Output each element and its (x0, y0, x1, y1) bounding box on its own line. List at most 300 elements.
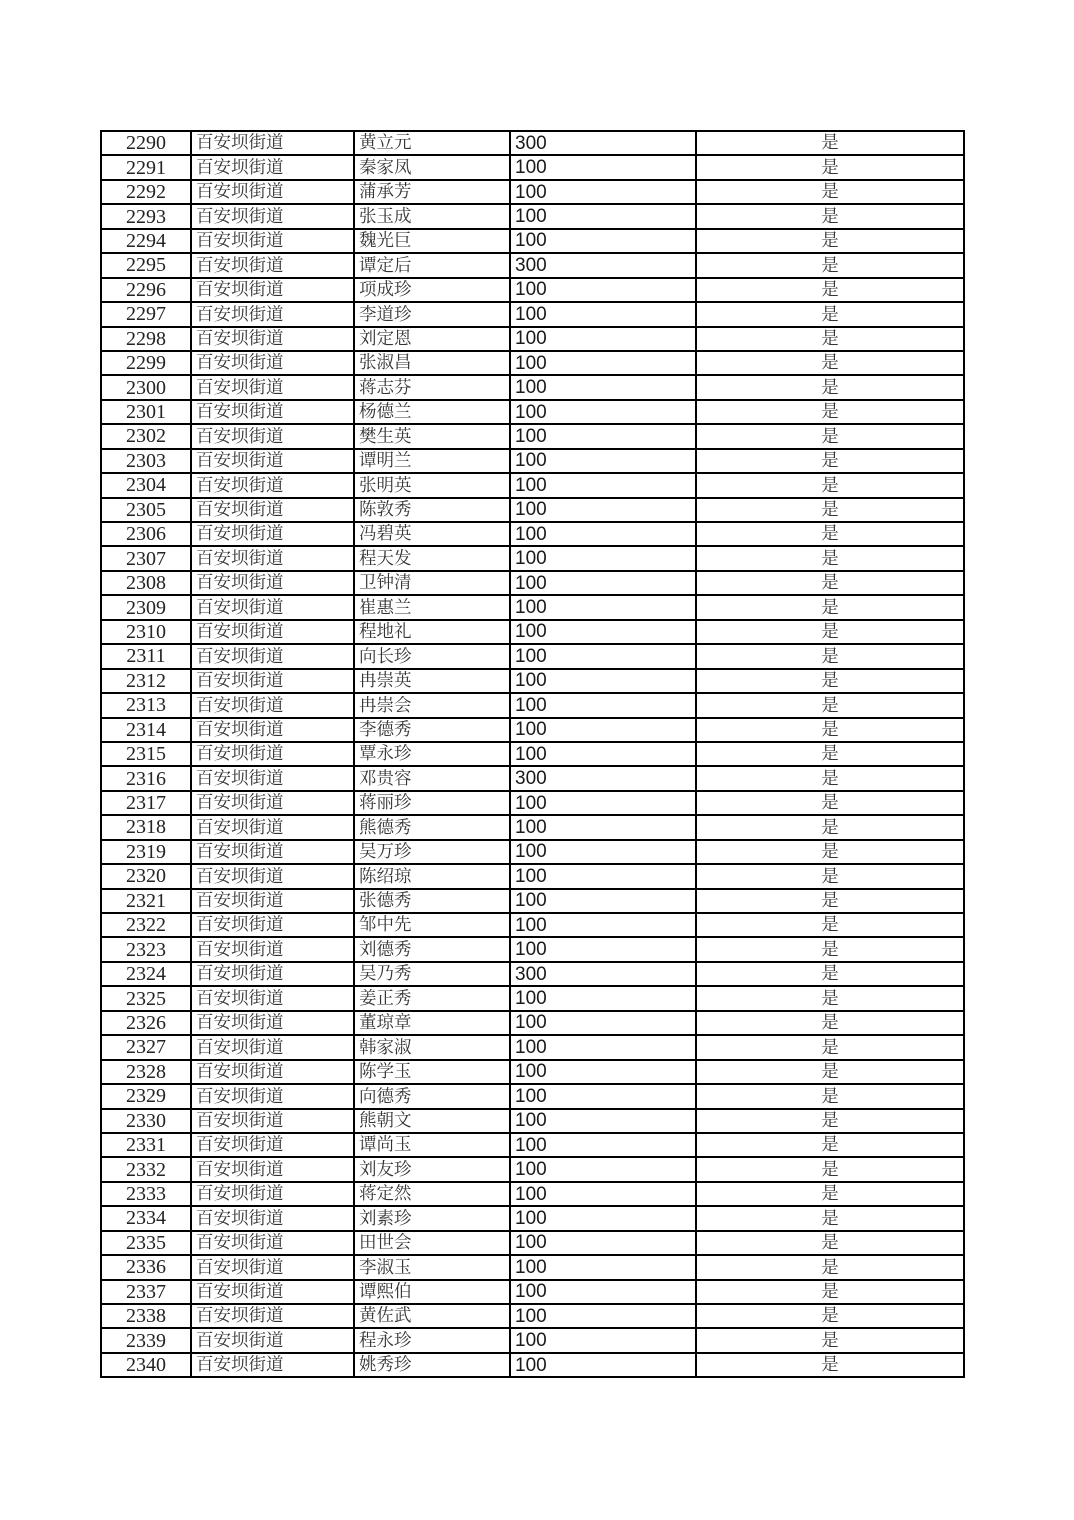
table-row (101, 1255, 964, 1279)
cell-index: 2305 (101, 498, 191, 522)
cell-flag: 是 (696, 1206, 964, 1230)
cell-district: 百安坝街道 (191, 1011, 354, 1035)
cell-amount: 300 (510, 253, 696, 277)
cell-index: 2297 (101, 302, 191, 326)
cell-index: 2316 (101, 766, 191, 790)
cell-name: 熊朝文 (354, 1109, 510, 1133)
cell-index: 2293 (101, 204, 191, 228)
cell-flag: 是 (696, 131, 964, 155)
table-row (101, 1353, 964, 1377)
cell-district: 百安坝街道 (191, 986, 354, 1010)
cell-name: 张明英 (354, 473, 510, 497)
cell-amount: 100 (510, 400, 696, 424)
cell-amount: 100 (510, 1304, 696, 1328)
cell-name: 蒋定然 (354, 1182, 510, 1206)
cell-name: 杨德兰 (354, 400, 510, 424)
cell-flag: 是 (696, 1328, 964, 1352)
cell-amount: 100 (510, 155, 696, 179)
cell-amount: 100 (510, 473, 696, 497)
cell-index: 2300 (101, 375, 191, 399)
cell-amount: 100 (510, 620, 696, 644)
cell-flag: 是 (696, 1304, 964, 1328)
cell-name: 谭尚玉 (354, 1133, 510, 1157)
cell-name: 张淑昌 (354, 351, 510, 375)
table-row (101, 204, 964, 228)
cell-flag: 是 (696, 1280, 964, 1304)
cell-name: 吴万珍 (354, 840, 510, 864)
table-row (101, 815, 964, 839)
cell-flag: 是 (696, 791, 964, 815)
table-row (101, 1060, 964, 1084)
cell-flag: 是 (696, 375, 964, 399)
cell-amount: 100 (510, 864, 696, 888)
cell-flag: 是 (696, 204, 964, 228)
cell-amount: 100 (510, 449, 696, 473)
cell-flag: 是 (696, 229, 964, 253)
cell-index: 2317 (101, 791, 191, 815)
cell-district: 百安坝街道 (191, 742, 354, 766)
cell-name: 魏光巨 (354, 229, 510, 253)
table-body (101, 131, 964, 1377)
cell-index: 2299 (101, 351, 191, 375)
cell-flag: 是 (696, 889, 964, 913)
cell-district: 百安坝街道 (191, 1231, 354, 1255)
cell-district: 百安坝街道 (191, 327, 354, 351)
cell-name: 蒋丽珍 (354, 791, 510, 815)
cell-district: 百安坝街道 (191, 400, 354, 424)
cell-flag: 是 (696, 449, 964, 473)
cell-index: 2311 (101, 644, 191, 668)
cell-name: 黄立元 (354, 131, 510, 155)
cell-amount: 100 (510, 1328, 696, 1352)
cell-index: 2309 (101, 595, 191, 619)
table-row (101, 1035, 964, 1059)
cell-flag: 是 (696, 327, 964, 351)
cell-flag: 是 (696, 864, 964, 888)
cell-district: 百安坝街道 (191, 791, 354, 815)
table-row (101, 1157, 964, 1181)
cell-district: 百安坝街道 (191, 1084, 354, 1108)
cell-amount: 300 (510, 962, 696, 986)
cell-flag: 是 (696, 595, 964, 619)
cell-name: 邓贵容 (354, 766, 510, 790)
cell-index: 2328 (101, 1060, 191, 1084)
cell-name: 刘素珍 (354, 1206, 510, 1230)
cell-name: 董琼章 (354, 1011, 510, 1035)
table-row (101, 522, 964, 546)
cell-index: 2292 (101, 180, 191, 204)
table-row (101, 595, 964, 619)
cell-index: 2327 (101, 1035, 191, 1059)
cell-district: 百安坝街道 (191, 204, 354, 228)
cell-flag: 是 (696, 1255, 964, 1279)
cell-name: 刘友珍 (354, 1157, 510, 1181)
cell-district: 百安坝街道 (191, 1109, 354, 1133)
cell-flag: 是 (696, 473, 964, 497)
cell-flag: 是 (696, 1035, 964, 1059)
table-row (101, 327, 964, 351)
cell-index: 2291 (101, 155, 191, 179)
cell-flag: 是 (696, 669, 964, 693)
cell-index: 2331 (101, 1133, 191, 1157)
cell-name: 刘德秀 (354, 937, 510, 961)
cell-index: 2339 (101, 1328, 191, 1352)
cell-district: 百安坝街道 (191, 473, 354, 497)
cell-flag: 是 (696, 302, 964, 326)
table-row (101, 1133, 964, 1157)
cell-amount: 100 (510, 571, 696, 595)
cell-name: 樊生英 (354, 424, 510, 448)
cell-district: 百安坝街道 (191, 155, 354, 179)
cell-flag: 是 (696, 815, 964, 839)
cell-name: 程地礼 (354, 620, 510, 644)
cell-name: 张玉成 (354, 204, 510, 228)
cell-amount: 100 (510, 669, 696, 693)
cell-index: 2302 (101, 424, 191, 448)
cell-district: 百安坝街道 (191, 302, 354, 326)
cell-index: 2298 (101, 327, 191, 351)
cell-flag: 是 (696, 937, 964, 961)
cell-index: 2320 (101, 864, 191, 888)
cell-amount: 100 (510, 278, 696, 302)
cell-district: 百安坝街道 (191, 424, 354, 448)
cell-amount: 100 (510, 375, 696, 399)
table-row (101, 937, 964, 961)
cell-flag: 是 (696, 571, 964, 595)
cell-flag: 是 (696, 351, 964, 375)
table-row (101, 913, 964, 937)
cell-name: 吴乃秀 (354, 962, 510, 986)
cell-district: 百安坝街道 (191, 1304, 354, 1328)
cell-district: 百安坝街道 (191, 840, 354, 864)
cell-index: 2326 (101, 1011, 191, 1035)
cell-index: 2329 (101, 1084, 191, 1108)
cell-district: 百安坝街道 (191, 718, 354, 742)
cell-name: 陈绍琼 (354, 864, 510, 888)
cell-name: 蒲承芳 (354, 180, 510, 204)
cell-flag: 是 (696, 546, 964, 570)
cell-index: 2303 (101, 449, 191, 473)
cell-flag: 是 (696, 644, 964, 668)
cell-index: 2330 (101, 1109, 191, 1133)
cell-amount: 100 (510, 693, 696, 717)
cell-amount: 100 (510, 546, 696, 570)
table-row (101, 1231, 964, 1255)
table-row (101, 278, 964, 302)
cell-district: 百安坝街道 (191, 864, 354, 888)
cell-index: 2332 (101, 1157, 191, 1181)
table-row (101, 253, 964, 277)
cell-flag: 是 (696, 962, 964, 986)
cell-amount: 100 (510, 1206, 696, 1230)
cell-district: 百安坝街道 (191, 693, 354, 717)
cell-index: 2318 (101, 815, 191, 839)
table-row (101, 449, 964, 473)
table-row (101, 1084, 964, 1108)
cell-amount: 100 (510, 1231, 696, 1255)
cell-index: 2325 (101, 986, 191, 1010)
cell-name: 项成珍 (354, 278, 510, 302)
cell-amount: 100 (510, 937, 696, 961)
cell-district: 百安坝街道 (191, 253, 354, 277)
cell-name: 姜正秀 (354, 986, 510, 1010)
cell-amount: 100 (510, 644, 696, 668)
table-row (101, 302, 964, 326)
cell-district: 百安坝街道 (191, 913, 354, 937)
cell-name: 黄佐武 (354, 1304, 510, 1328)
cell-flag: 是 (696, 766, 964, 790)
cell-amount: 100 (510, 1011, 696, 1035)
cell-name: 张德秀 (354, 889, 510, 913)
table-row (101, 693, 964, 717)
table-row (101, 571, 964, 595)
cell-flag: 是 (696, 180, 964, 204)
table-row (101, 180, 964, 204)
cell-flag: 是 (696, 1133, 964, 1157)
table-row (101, 766, 964, 790)
table-row (101, 644, 964, 668)
cell-amount: 100 (510, 742, 696, 766)
cell-district: 百安坝街道 (191, 571, 354, 595)
cell-flag: 是 (696, 986, 964, 1010)
cell-district: 百安坝街道 (191, 1353, 354, 1377)
table-row (101, 620, 964, 644)
cell-name: 冉崇英 (354, 669, 510, 693)
cell-amount: 100 (510, 498, 696, 522)
cell-amount: 100 (510, 1255, 696, 1279)
cell-amount: 100 (510, 913, 696, 937)
cell-index: 2337 (101, 1280, 191, 1304)
table-row (101, 986, 964, 1010)
table-row (101, 1280, 964, 1304)
cell-name: 邹中先 (354, 913, 510, 937)
cell-name: 程天发 (354, 546, 510, 570)
cell-flag: 是 (696, 155, 964, 179)
table-row (101, 155, 964, 179)
cell-index: 2313 (101, 693, 191, 717)
cell-index: 2301 (101, 400, 191, 424)
cell-flag: 是 (696, 1182, 964, 1206)
cell-index: 2322 (101, 913, 191, 937)
cell-name: 卫钟清 (354, 571, 510, 595)
cell-index: 2294 (101, 229, 191, 253)
cell-index: 2324 (101, 962, 191, 986)
cell-amount: 100 (510, 351, 696, 375)
cell-district: 百安坝街道 (191, 644, 354, 668)
table-row (101, 351, 964, 375)
cell-name: 秦家凤 (354, 155, 510, 179)
cell-flag: 是 (696, 1109, 964, 1133)
cell-district: 百安坝街道 (191, 1060, 354, 1084)
table-row (101, 889, 964, 913)
table-row (101, 840, 964, 864)
cell-district: 百安坝街道 (191, 180, 354, 204)
cell-flag: 是 (696, 620, 964, 644)
cell-district: 百安坝街道 (191, 1133, 354, 1157)
cell-district: 百安坝街道 (191, 815, 354, 839)
cell-district: 百安坝街道 (191, 1206, 354, 1230)
table-row (101, 375, 964, 399)
cell-amount: 100 (510, 229, 696, 253)
cell-flag: 是 (696, 253, 964, 277)
cell-index: 2334 (101, 1206, 191, 1230)
cell-amount: 100 (510, 1280, 696, 1304)
cell-flag: 是 (696, 1011, 964, 1035)
table-row (101, 424, 964, 448)
cell-district: 百安坝街道 (191, 1255, 354, 1279)
cell-name: 向德秀 (354, 1084, 510, 1108)
table-row (101, 400, 964, 424)
cell-district: 百安坝街道 (191, 522, 354, 546)
cell-name: 田世会 (354, 1231, 510, 1255)
table-row (101, 791, 964, 815)
cell-amount: 300 (510, 131, 696, 155)
cell-district: 百安坝街道 (191, 1328, 354, 1352)
cell-index: 2310 (101, 620, 191, 644)
cell-index: 2335 (101, 1231, 191, 1255)
cell-amount: 100 (510, 180, 696, 204)
table-row (101, 1182, 964, 1206)
cell-district: 百安坝街道 (191, 351, 354, 375)
cell-index: 2295 (101, 253, 191, 277)
cell-amount: 100 (510, 1084, 696, 1108)
cell-district: 百安坝街道 (191, 889, 354, 913)
cell-district: 百安坝街道 (191, 375, 354, 399)
table-row (101, 546, 964, 570)
cell-district: 百安坝街道 (191, 595, 354, 619)
cell-flag: 是 (696, 400, 964, 424)
cell-index: 2308 (101, 571, 191, 595)
cell-name: 李道珍 (354, 302, 510, 326)
cell-name: 冉崇会 (354, 693, 510, 717)
cell-district: 百安坝街道 (191, 1182, 354, 1206)
cell-index: 2321 (101, 889, 191, 913)
cell-amount: 100 (510, 302, 696, 326)
cell-name: 程永珍 (354, 1328, 510, 1352)
cell-index: 2304 (101, 473, 191, 497)
cell-index: 2290 (101, 131, 191, 155)
cell-amount: 100 (510, 815, 696, 839)
cell-index: 2312 (101, 669, 191, 693)
table-row (101, 864, 964, 888)
subsidy-table (100, 130, 965, 1378)
cell-flag: 是 (696, 1353, 964, 1377)
cell-flag: 是 (696, 1084, 964, 1108)
cell-index: 2307 (101, 546, 191, 570)
table-row (101, 1328, 964, 1352)
cell-name: 陈学玉 (354, 1060, 510, 1084)
cell-district: 百安坝街道 (191, 937, 354, 961)
cell-amount: 100 (510, 889, 696, 913)
cell-name: 李淑玉 (354, 1255, 510, 1279)
cell-index: 2306 (101, 522, 191, 546)
cell-index: 2314 (101, 718, 191, 742)
cell-name: 谭明兰 (354, 449, 510, 473)
cell-flag: 是 (696, 1157, 964, 1181)
cell-amount: 100 (510, 204, 696, 228)
cell-amount: 100 (510, 1157, 696, 1181)
cell-amount: 100 (510, 1353, 696, 1377)
cell-amount: 100 (510, 986, 696, 1010)
cell-flag: 是 (696, 522, 964, 546)
cell-flag: 是 (696, 718, 964, 742)
cell-district: 百安坝街道 (191, 669, 354, 693)
cell-name: 陈敦秀 (354, 498, 510, 522)
cell-flag: 是 (696, 1231, 964, 1255)
cell-flag: 是 (696, 693, 964, 717)
table-row (101, 229, 964, 253)
cell-amount: 100 (510, 327, 696, 351)
cell-amount: 100 (510, 1133, 696, 1157)
cell-district: 百安坝街道 (191, 1280, 354, 1304)
cell-index: 2296 (101, 278, 191, 302)
table-row (101, 742, 964, 766)
cell-amount: 100 (510, 1109, 696, 1133)
cell-index: 2340 (101, 1353, 191, 1377)
cell-amount: 300 (510, 766, 696, 790)
cell-name: 刘定恩 (354, 327, 510, 351)
cell-district: 百安坝街道 (191, 498, 354, 522)
table-row (101, 498, 964, 522)
cell-flag: 是 (696, 424, 964, 448)
cell-name: 姚秀珍 (354, 1353, 510, 1377)
cell-flag: 是 (696, 498, 964, 522)
cell-name: 崔惠兰 (354, 595, 510, 619)
cell-amount: 100 (510, 522, 696, 546)
table-row (101, 1109, 964, 1133)
table-row (101, 1206, 964, 1230)
cell-name: 蒋志芬 (354, 375, 510, 399)
table-row (101, 1304, 964, 1328)
cell-index: 2333 (101, 1182, 191, 1206)
cell-index: 2315 (101, 742, 191, 766)
table-row (101, 962, 964, 986)
cell-flag: 是 (696, 278, 964, 302)
cell-district: 百安坝街道 (191, 1035, 354, 1059)
cell-index: 2319 (101, 840, 191, 864)
cell-flag: 是 (696, 742, 964, 766)
cell-district: 百安坝街道 (191, 229, 354, 253)
cell-flag: 是 (696, 840, 964, 864)
cell-district: 百安坝街道 (191, 620, 354, 644)
table-row (101, 131, 964, 155)
cell-amount: 100 (510, 1060, 696, 1084)
cell-flag: 是 (696, 1060, 964, 1084)
cell-name: 韩家淑 (354, 1035, 510, 1059)
cell-district: 百安坝街道 (191, 766, 354, 790)
cell-amount: 100 (510, 718, 696, 742)
cell-name: 谭熙伯 (354, 1280, 510, 1304)
cell-amount: 100 (510, 595, 696, 619)
cell-district: 百安坝街道 (191, 131, 354, 155)
cell-district: 百安坝街道 (191, 449, 354, 473)
cell-amount: 100 (510, 1182, 696, 1206)
cell-district: 百安坝街道 (191, 1157, 354, 1181)
cell-name: 覃永珍 (354, 742, 510, 766)
cell-index: 2336 (101, 1255, 191, 1279)
table-row (101, 718, 964, 742)
cell-name: 向长珍 (354, 644, 510, 668)
cell-amount: 100 (510, 1035, 696, 1059)
cell-name: 冯碧英 (354, 522, 510, 546)
cell-amount: 100 (510, 791, 696, 815)
cell-name: 李德秀 (354, 718, 510, 742)
cell-name: 谭定后 (354, 253, 510, 277)
table-row (101, 669, 964, 693)
cell-district: 百安坝街道 (191, 546, 354, 570)
table-row (101, 473, 964, 497)
cell-index: 2338 (101, 1304, 191, 1328)
